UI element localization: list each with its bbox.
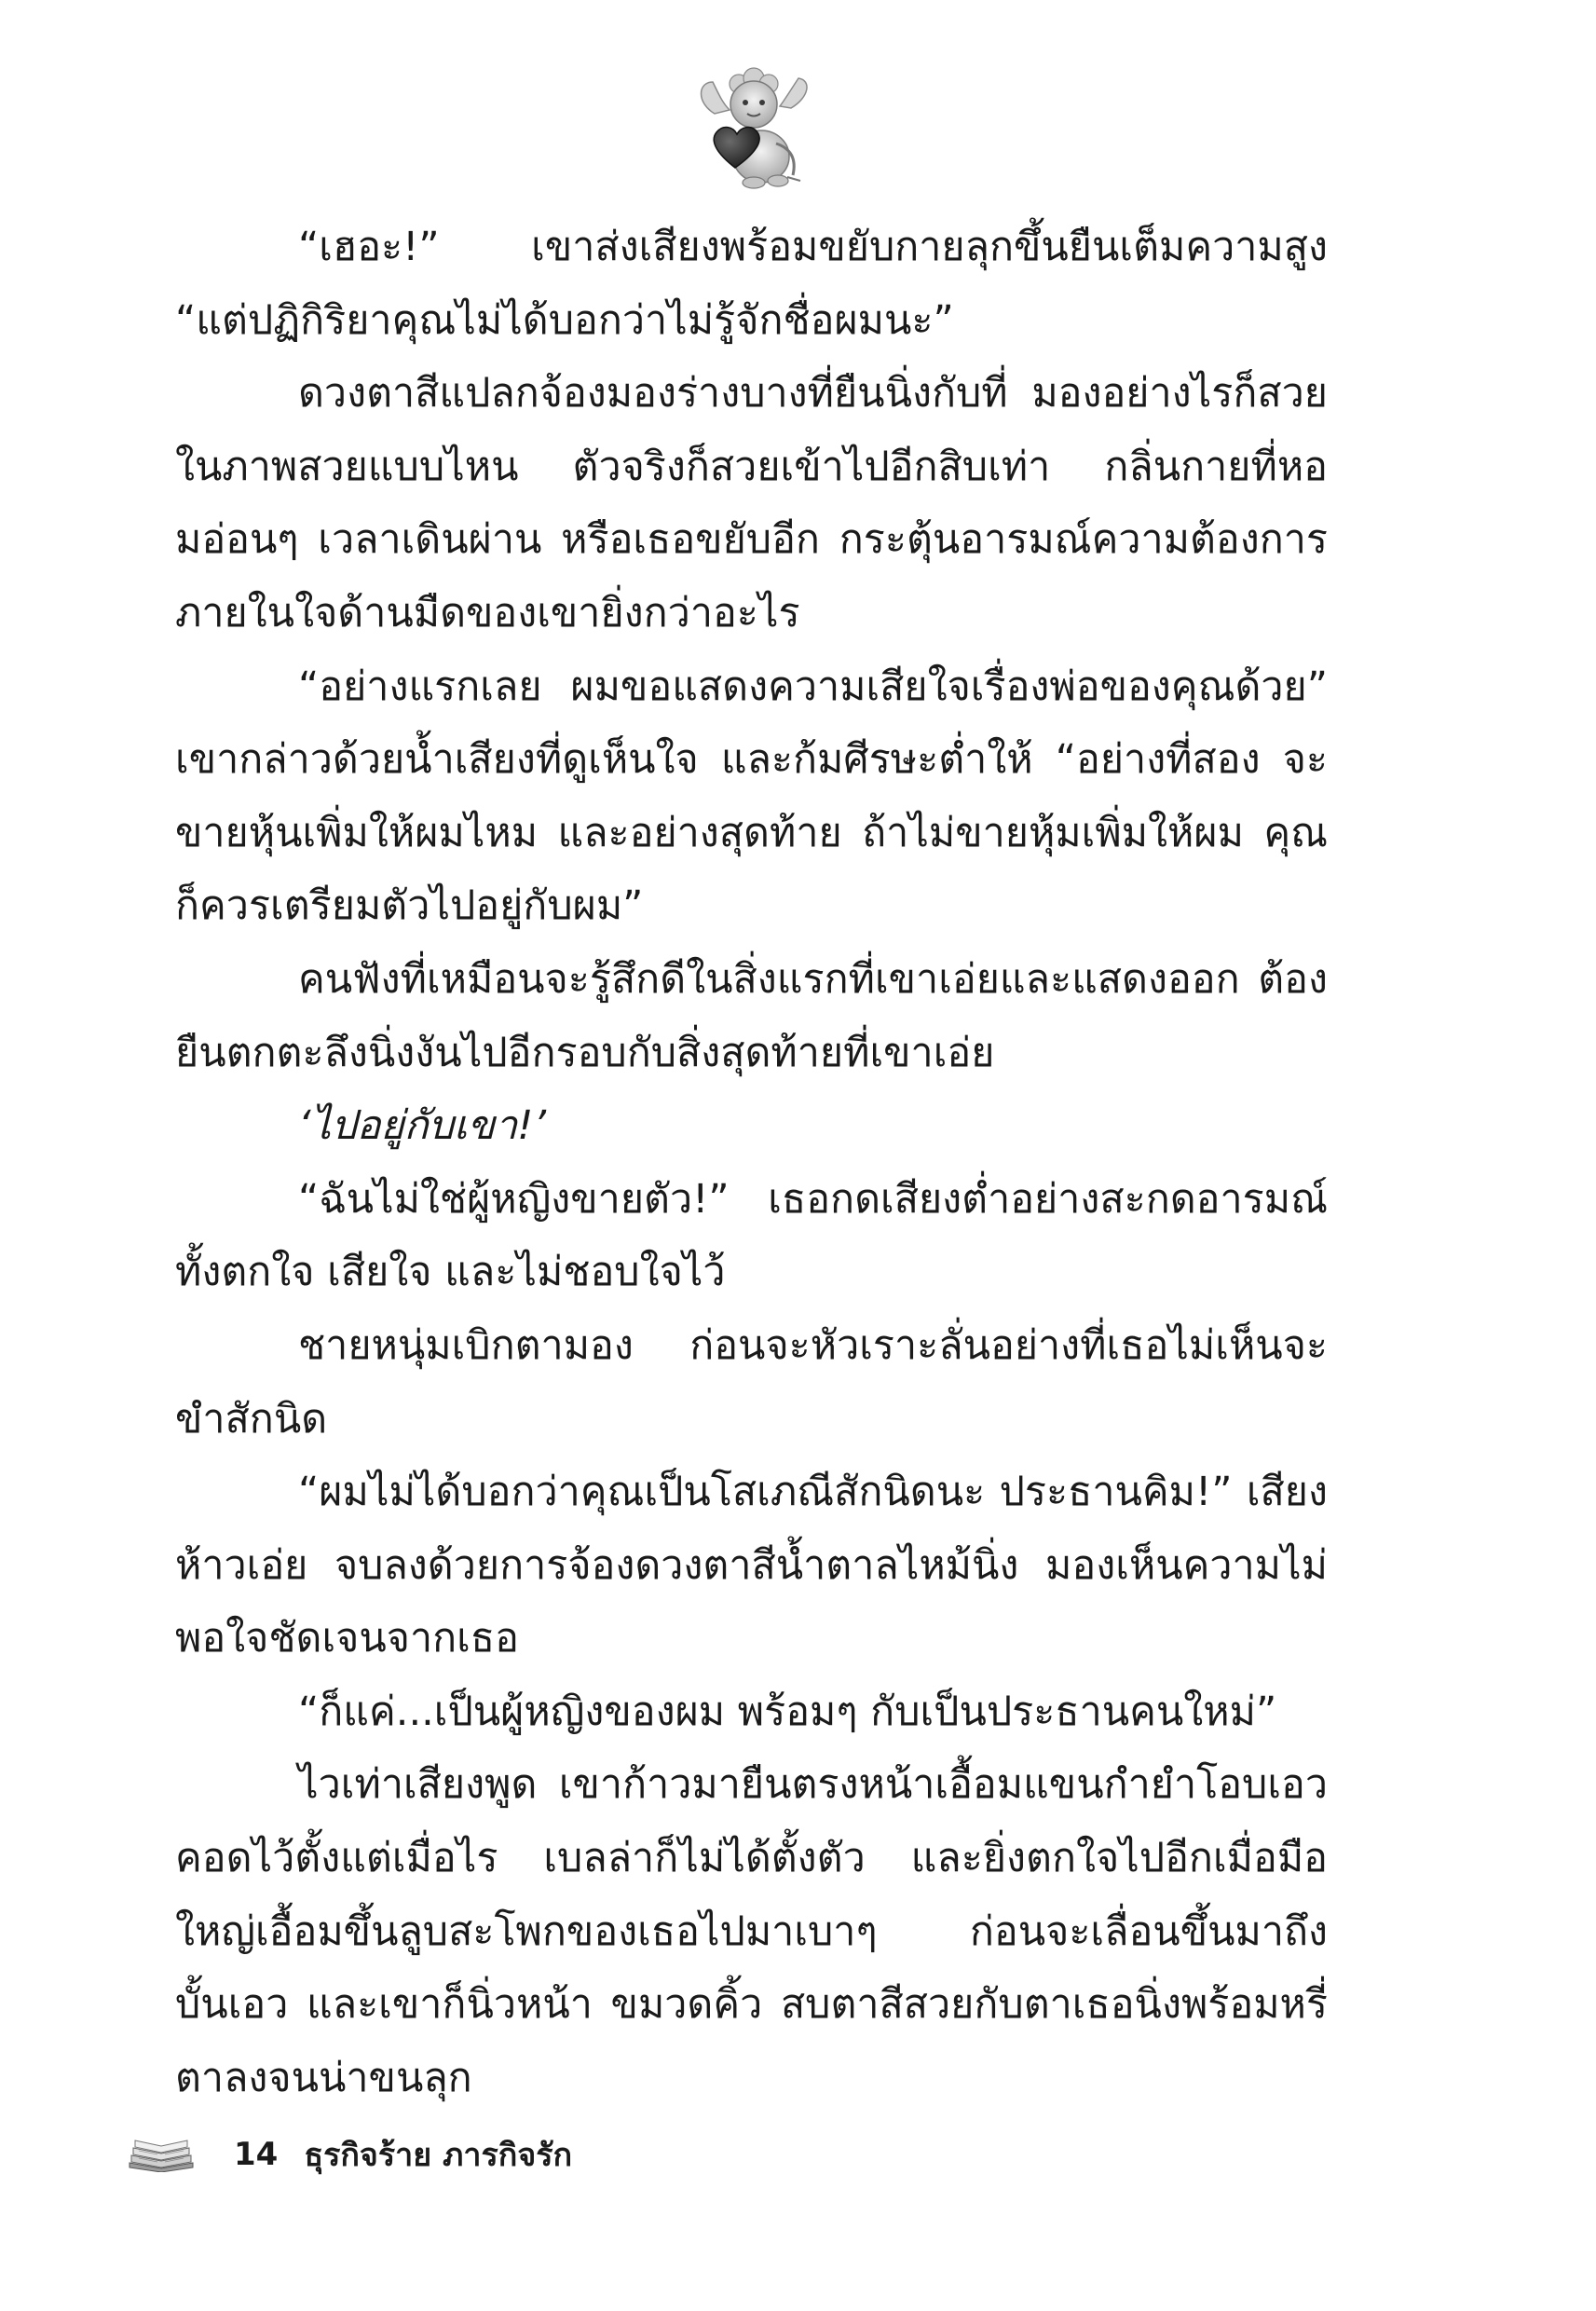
- paragraph: คนฟังที่เหมือนจะรู้สึกดีในสิ่งแรกที่เขาเอ่ยและแสดงออก ต้องยืนตกตะลึงนิ่งงันไปอีกรอบกับสิ่งสุดท้ายที่เขาเอ่ย: [175, 955, 1328, 1076]
- paragraph: ไวเท่าเสียงพูด เขาก้าวมายืนตรงหน้าเอื้อมแขนกำยำโอบเอวคอดไว้ตั้งแต่เมื่อไร เบลล่าก็ไม่ได้ตั้งตัว และยิ่งตกใจไปอีกเมื่อมือใหญ่เอื้อมขึ้นลูบสะโพกของเธอไปมาเบาๆ ก่อนจะเลื่อนขึ้นมาถึงบั้นเอว และเขาก็นิ่วหน้า ขมวดคิ้ว สบตาสีสวยกับตาเธอนิ่งพร้อมหรี่ตาลงจนน่าขนลุก: [175, 1761, 1328, 2101]
- paragraph: “ฉันไม่ใช่ผู้หญิงขายตัว!” เธอกดเสียงต่ำอย่างสะกดอารมณ์ ทั้งตกใจ เสียใจ และไม่ชอบใจไว้: [175, 1175, 1328, 1296]
- cupid-heart-icon: [694, 65, 815, 191]
- paragraph: “ผมไม่ได้บอกว่าคุณเป็นโสเภณีสักนิดนะ ประธานคิม!” เสียงห้าวเอ่ย จบลงด้วยการจ้องดวงตาสีน้ำตาลไหม้นิ่ง มองเห็นความไม่พอใจชัดเจนจากเธอ: [175, 1469, 1328, 1662]
- paragraph: “เฮอะ!” เขาส่งเสียงพร้อมขยับกายลุกขึ้นยืนเต็มความสูง “แต่ปฏิกิริยาคุณไม่ได้บอกว่าไม่รู้จักชื่อผมนะ”: [175, 224, 1328, 344]
- body-text: [175, 211, 1328, 2114]
- book-stack-icon: [126, 2137, 197, 2172]
- page-footer: [126, 2131, 572, 2178]
- page-number: 14: [234, 2136, 279, 2173]
- paragraph: “ก็แค่...เป็นผู้หญิงของผม พร้อมๆ กับเป็นประธานคนใหม่”: [298, 1688, 1277, 1735]
- paragraph: ดวงตาสีแปลกจ้องมองร่างบางที่ยืนนิ่งกับที่ มองอย่างไรก็สวยในภาพสวยแบบไหน ตัวจริงก็สวยเข้าไปอีกสิบเท่า กลิ่นกายที่หอมอ่อนๆ เวลาเดินผ่าน หรือเธอขยับอีก กระตุ้นอารมณ์ความต้องการภายในใจด้านมืดของเขายิ่งกว่าอะไร: [175, 370, 1328, 636]
- paragraph: “อย่างแรกเลย ผมขอแสดงความเสียใจเรื่องพ่อของคุณด้วย” เขากล่าวด้วยน้ำเสียงที่ดูเห็นใจ และก้มศีรษะต่ำให้ “อย่างที่สอง จะขายหุ้นเพิ่มให้ผมไหม และอย่างสุดท้าย ถ้าไม่ขายหุ้มเพิ่มให้ผม คุณก็ควรเตรียมตัวไปอยู่กับผม”: [175, 663, 1328, 930]
- book-title: ธุรกิจร้าย ภารกิจรัก: [304, 2137, 573, 2174]
- paragraph: ชายหนุ่มเบิกตามอง ก่อนจะหัวเราะลั่นอย่างที่เธอไม่เห็นจะขำสักนิด: [175, 1321, 1328, 1443]
- thought-line: ‘ไปอยู่กับเขา!’: [298, 1102, 547, 1150]
